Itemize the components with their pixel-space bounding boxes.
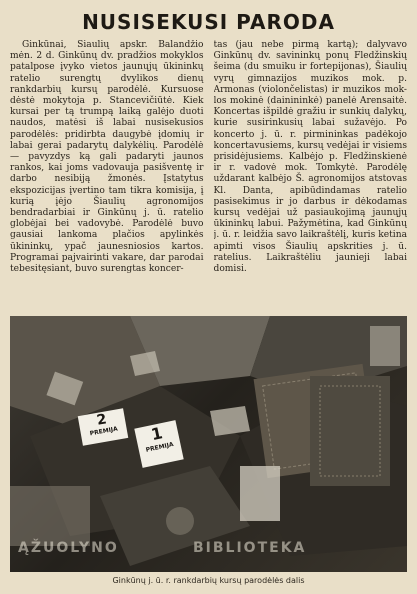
photo-caption: Ginkūnų j. ū. r. rankdarbių kursų parodėlės dalis [112,576,305,585]
award-sign-number: 1 [149,423,165,445]
article-column-left [10,40,204,340]
award-sign-label: PREMIJA [89,425,119,438]
article-paragraph: tas (jau nebe pirmą kartą); dalyvavo Ginkūnų dv. savininkų ponų Fledžinskių šeima (du smuiku ir fortepijonas), Šiaulių vyrų gimnazijos muzikos mok. p. Armonas (violončelistas) ir muzikos mok-los mokinė (dainininkė) panelė Arensaitė. Koncertas išpildė gražiu ir sunkių dalykų, kurie susirinkusių labai sužavėjo. Po koncerto j. ū. r. pirmininkas padėkojo koncertavusiems, kursų vedėjai ir visiems prisidėjusiems. Kalbėjo p. Fledžinskienė ir r. vadovė mok. Tomkytė. Parodėlę uždarant kalbėjo Š. agronomijos atstovas Kl. Danta, apibūdindamas ratelio pasisekimus ir jo darbus ir dėkodamas kursų vedėjai už pasiaukojimą jaunųjų ūkininkų labui. Pažymėtina, kad Ginkūnų j. ū. r. leidžia savo laikraštėlį, kuris ketina apimti visos Šiaulių apskrities j. ū. ratelius. Laikraštėliu jaunieji labai domisi. [213,40,407,275]
award-sign-label: PREMIJA [145,441,175,454]
watermark-right-text: BIBLIOTEKA [193,540,307,556]
watermark-left-text: ĄŽUOLYNO [18,540,119,556]
photo-content [10,316,407,572]
article-body [10,40,407,340]
exhibition-photo [10,316,407,572]
article-column-right [214,40,408,340]
article-headline: NUSISEKUSI PARODA [82,10,335,34]
award-sign-first [134,420,183,468]
article-paragraph: Ginkūnai, Šiaulių apskr. Balandžio mėn. 2 d. Ginkūnų dv. pradžios mokyklos patalpose įvyko vietos jaunųjų ūkininkų ratelio surengtų dvylikos dienų rankdarbių kursų parodėlė. Kursuose dėstė mokytoja p. Stancevičiūtė. Kiek kursai per tą trumpą laiką galėjo duoti naudos, matėsi iš labai nusisekusios parodėlės: pridirbta daugybė įdomių ir labai gerai padarytų dalykėlių. Parodėlė — pavyzdys ką gali padaryti jaunos rankos, kai joms vadovauja pasišventę ir darbo nesibiją žmonės. Įstatytus ekspozicijas įvertino tam tikra komisija, į kurią įėjo Šiaulių agronomijos bendradarbiai ir Ginkūnų j. ū. ratelio globėjai bei vadovybė. Parodėlė buvo gausiai lankoma plačios apylinkės ūkininkų, ypač jaunesniosios kartos. Programai pajvairinti vakare, dar parodai tebesitęsiant, buvo surengtas koncer- [10,40,204,275]
award-sign-number: 2 [95,411,108,429]
